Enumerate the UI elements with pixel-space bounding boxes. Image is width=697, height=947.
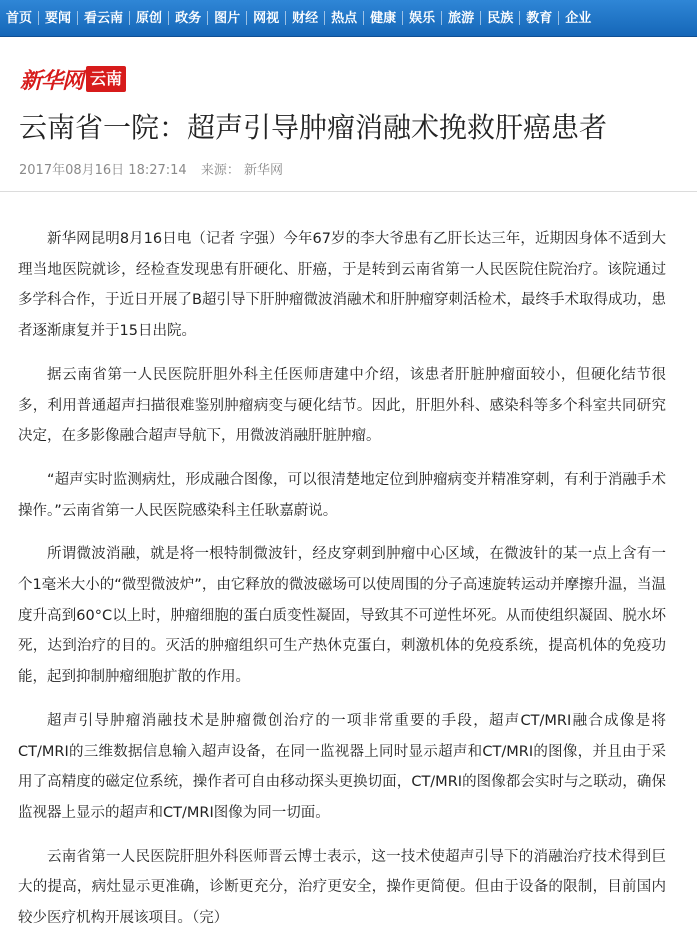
nav-item-ethnic[interactable]: 民族: [487, 10, 514, 26]
nav-item-entertainment[interactable]: 娱乐: [409, 10, 436, 26]
logo-wordmark: 新华网: [20, 67, 84, 94]
nav-item-business[interactable]: 企业: [565, 10, 592, 26]
publish-date: 2017年08月16日 18:27:14: [19, 163, 187, 178]
top-nav: [0, 0, 697, 37]
nav-item-yunnan[interactable]: 看云南: [84, 10, 124, 26]
article-source: 来源： 新华网: [200, 163, 283, 178]
article-body: [18, 224, 666, 947]
article-paragraph: 新华网昆明8月16日电（记者 字强）今年67岁的李大爷患有乙肝长达三年，近期因身体不适到大理当地医院就诊，经检查发现患有肝硬化、肝癌，于是转到云南省第一人民医院住院治疗。该院通过多学科合作，于近日开展了B超引导下肝肿瘤微波消融术和肝肿瘤穿刺活检术，最终手术取得成功，患者逐渐康复并于15日出院。: [18, 231, 666, 340]
nav-item-health[interactable]: 健康: [370, 10, 397, 26]
header-divider: [0, 191, 697, 192]
nav-item-news[interactable]: 要闻: [45, 10, 72, 26]
nav-item-education[interactable]: 教育: [526, 10, 553, 26]
article-meta: [19, 159, 293, 178]
nav-item-travel[interactable]: 旅游: [448, 10, 475, 26]
logo-region-badge: 云南: [86, 66, 126, 92]
article-title: 云南省一院：超声引导肿瘤消融术挽救肝癌患者: [19, 111, 608, 144]
article-paragraph: 所谓微波消融，就是将一根特制微波针，经皮穿刺到肿瘤中心区域，在微波针的某一点上含有一个1毫米大小的“微型微波炉”，由它释放的微波磁场可以使周围的分子高速旋转运动并摩擦升温，当温度升高到60°C以上时，肿瘤细胞的蛋白质变性凝固，导致其不可逆性坏死。从而使组织凝固、脱水坏死，达到治疗的目的。灭活的肿瘤组织可生产热休克蛋白，刺激机体的免疫系统，提高机体的免疫功能，起到抑制肿瘤细胞扩散的作用。: [18, 546, 666, 686]
nav-item-pictures[interactable]: 图片: [214, 10, 241, 26]
nav-item-government[interactable]: 政务: [175, 10, 202, 26]
site-logo[interactable]: [20, 62, 126, 96]
article-paragraph: 云南省第一人民医院肝胆外科医师晋云博士表示，这一技术使超声引导下的消融治疗技术得到巨大的提高，病灶显示更准确，诊断更充分，治疗更安全，操作更简便。但由于设备的限制，目前国内较少医疗机构开展该项目。（完）: [18, 848, 666, 927]
nav-item-original[interactable]: 原创: [136, 10, 163, 26]
nav-item-hot[interactable]: 热点: [331, 10, 358, 26]
article-paragraph: “超声实时监测病灶，形成融合图像，可以很清楚地定位到肿瘤病变并精准穿刺，有利于消融手术操作。”云南省第一人民医院感染科主任耿嘉蔚说。: [18, 471, 666, 519]
nav-item-home[interactable]: 首页: [6, 10, 33, 26]
nav-item-finance[interactable]: 财经: [292, 10, 319, 26]
nav-item-video[interactable]: 网视: [253, 10, 280, 26]
article-paragraph: 超声引导肿瘤消融技术是肿瘤微创治疗的一项非常重要的手段，超声CT/MRI融合成像是将CT/MRI的三维数据信息输入超声设备，在同一监视器上同时显示超声和CT/MRI的图像，并且由于采用了高精度的磁定位系统，操作者可自由移动探头更换切面，CT/MRI的图像都会实时与之联动，确保监视器上显示的超声和CT/MRI图像为同一切面。: [18, 712, 666, 821]
article-paragraph: 据云南省第一人民医院肝胆外科主任医师唐建中介绍，该患者肝脏肿瘤面较小，但硬化结节很多，利用普通超声扫描很难鉴别肿瘤病变与硬化结节。因此，肝胆外科、感染科等多个科室共同研究决定，在多影像融合超声导航下，用微波消融肝脏肿瘤。: [18, 366, 666, 445]
